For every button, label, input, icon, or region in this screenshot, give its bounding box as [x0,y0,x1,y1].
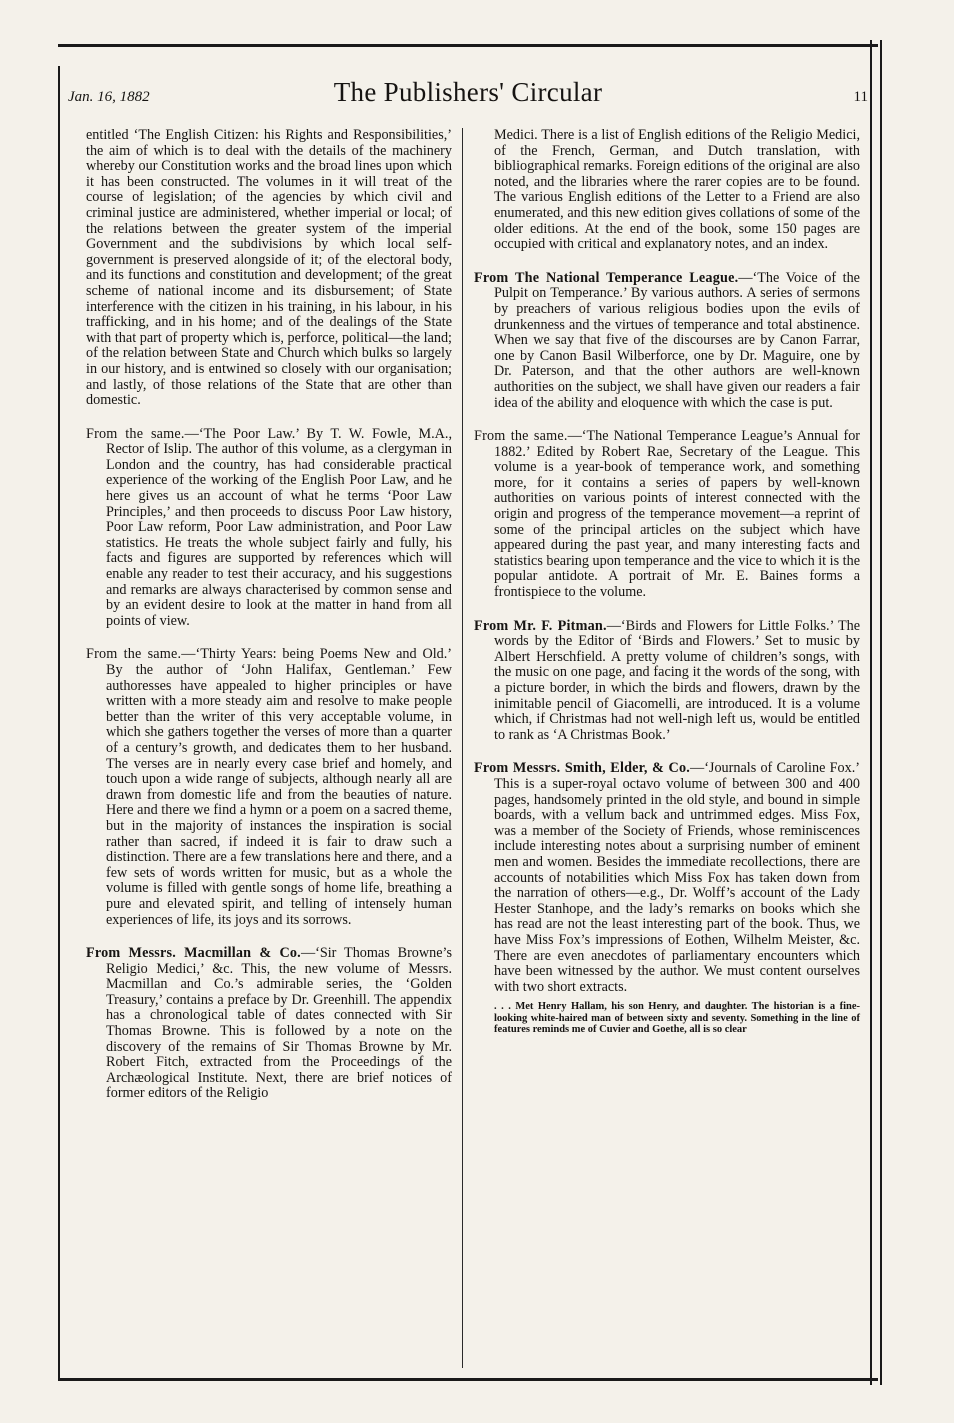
review-text: —‘Birds and Flowers for Little Folks.’ The words by the Editor of ‘Birds and Flowers.’ Set to music by Albert Herschfield. A pretty volume of children’s songs, with the music on one page, and facing it the words of the song, with a picture border, in which the birds and flowers, drawn by the inimitable pencil of Giacomelli, are introduced. It is a volume which, if Christmas had not well-nigh left us, would be entitled to rank as ‘A Christmas Book.’ [494,617,860,743]
review-source: From Messrs. Smith, Elder, & Co. [474,760,691,777]
column-divider [462,128,463,1368]
review-text: —‘Sir Thomas Browne’s Religio Medici,’ &c. This, the new volume of Messrs. Macmillan and Co.’s admirable series, the ‘Golden Treasury,’ contains a preface by Dr. Greenhill. The appendix has a chronological table of dates connected with Sir Thomas Browne. This is followed by a note on the discovery of the remains of Sir Thomas Browne by Mr. Robert Fitch, extracted from the Proceedings of the Archæological Institute. Next, there are brief notices of former editors of the Religio [106,945,452,1102]
review-text: entitled ‘The English Citizen: his Rights and Responsibilities,’ the aim of which is to deal with the details of the machinery whereby our Constitution works and the broad lines upon which it has been constructed. The volumes in it will treat of the course of legislation; of the agencies by which civil and criminal justice are administered, whether imperial or local; of the relations between the greater system of the imperial Government and the subdivisions by which local self-government is preserved alongside of it; of the electoral body, and its functions and constitution and development; of the great scheme of national income and its disbursement; of State interference with the citizen in his training, in his labour, in his trafficking, and in his home; and of the dealings of the State with that part of property which is, perforce, political—the land; of the relation between State and Church which bulks so largely in our history, and is entwined so closely with our organisation; and lastly, of those relations of the State that are other than domestic. [86,127,452,409]
review-source: From Messrs. Macmillan & Co. [86,945,301,962]
extract-footnote: . . . Met Henry Hallam, his son Henry, and daughter. The historian is a fine-looking white-haired man of between sixty and seventy. Something in the line of features reminds me of Cuvier and Goethe, all is so clear [494,1001,860,1036]
issue-date: Jan. 16, 1882 [68,89,150,105]
review-source: From Mr. F. Pitman. [474,617,607,634]
page-number: 11 [853,89,868,105]
right-border-rule [870,40,882,1385]
review-entry [474,429,860,601]
review-entry [86,946,452,1102]
review-source: From the same. [86,425,185,442]
review-text: —‘The National Temperance League’s Annual for 1882.’ Edited by Robert Rae, Secretary of the League. This volume is a year-book of temperance work, and something more, for it contains a series of papers by well-known authorities on various points of interest connected with the origin and progress of the temperance movement—a reprint of some of the principal articles on the subject which have appeared during the past year, and many interesting facts and statistics bearing upon temperance and the vice to which it is the popular antidote. A portrait of Mr. E. Baines forms a frontispiece to the volume. [494,428,861,601]
publication-title: The Publishers' Circular [333,77,603,107]
top-border-rule [58,44,878,47]
review-text: —‘Journals of Caroline Fox.’ This is a super-royal octavo volume of between 300 and 400 pages, handsomely printed in the old style, and bound in simple boards, with a vellum back and untrimmed edges. Miss Fox, was a member of the Society of Friends, whose reminiscences include interesting notes about a surprising number of eminent men and women. Besides the immediate recollections, there are accounts of notabilities which Miss Fox has taken down from the narration of others—e.g., Dr. Wolff’s account of the Lady Hester Stanhope, and the lady’s remarks on books which she has read are not the least interesting part of the book. Thus, we have Miss Fox’s impressions of Eothen, Wilhelm Meister, &c. There are even anecdotes of parliamentary encounters which have been witnessed by the author. We must content ourselves with two short extracts. [494,760,860,995]
review-entry [474,619,860,744]
review-entry [86,647,452,928]
review-entry [86,128,452,409]
review-entry [474,761,860,995]
review-text: —‘The Voice of the Pulpit on Temperance.’ By various authors. A series of sermons by preachers of various religious bodies upon the evils of drunkenness and the virtues of temperance and total abstinence. When we say that five of the discourses are by Canon Farrar, one by Canon Basil Wilberforce, one by Dr. Maguire, one by Dr. Paterson, and that the other authors are well-known authorities on the subject, we shall have given our readers a fair idea of the ability and eloquence with which the case is put. [494,269,860,411]
review-source: From The National Temperance League. [474,269,739,286]
review-source: From the same. [474,428,568,445]
left-column [86,128,452,1120]
review-source: From the same. [86,646,182,663]
review-text: Medici. There is a list of English editions of the Religio Medici, of the French, German, and Dutch translation, with bibliographical remarks. Foreign editions of the original are also noted, and the libraries where the rarer copies are to be found. The various English editions of the Letter to a Friend are also enumerated, and this new edition gives collations of some of the older editions. At the end of the book, some 150 pages are occupied with critical and explanatory notes, and an index. [494,127,861,253]
review-text: —‘The Poor Law.’ By T. W. Fowle, M.A., Rector of Islip. The author of this volume, as a clergyman in London and the country, has had considerable practical experience of the working of the English Poor Law, and he here gives us an account of what he terms ‘Poor Law Principles,’ and then proceeds to discuss Poor Law history, Poor Law reform, Poor Law administration, and Poor Law statistics. He treats the whole subject fairly and fully, his facts and figures are supported by references which will enable any reader to test their accuracy, and his suggestions and remarks are always characterised by common sense and by an evident desire to look at the matter in hand from all points of view. [106,425,452,629]
page-header [68,75,868,115]
review-entry [474,271,860,411]
review-entry [86,427,452,630]
right-column [474,128,860,1036]
bottom-border-rule [58,1378,878,1381]
review-entry [474,128,860,253]
review-text: —‘Thirty Years: being Poems New and Old.’ By the author of ‘John Halifax, Gentleman.’ Few authoresses have appealed to higher principles or have written with a more steady aim and resolve to make people better than the writer of this very acceptable volume, in which she gathers together the verses of more than a quarter of a century’s growth, and dedicates them to her husband. The verses are in nearly every case brief and homely, and touch upon a wide range of subjects, although nearly all are drawn from domestic life and from the beauties of nature. Here and there we find a hymn or a poem on a sacred theme, but in the majority of instances the inspiration is social rather than sacred, if indeed it is fair to draw such a distinction. There are a few translations here and there, and a few sets of words written for music, but as a whole the volume is filled with gentle songs of home life, breathing a pure and elevated spirit, and telling of intensely human experiences of life, its joys and its sorrows. [106,646,453,928]
